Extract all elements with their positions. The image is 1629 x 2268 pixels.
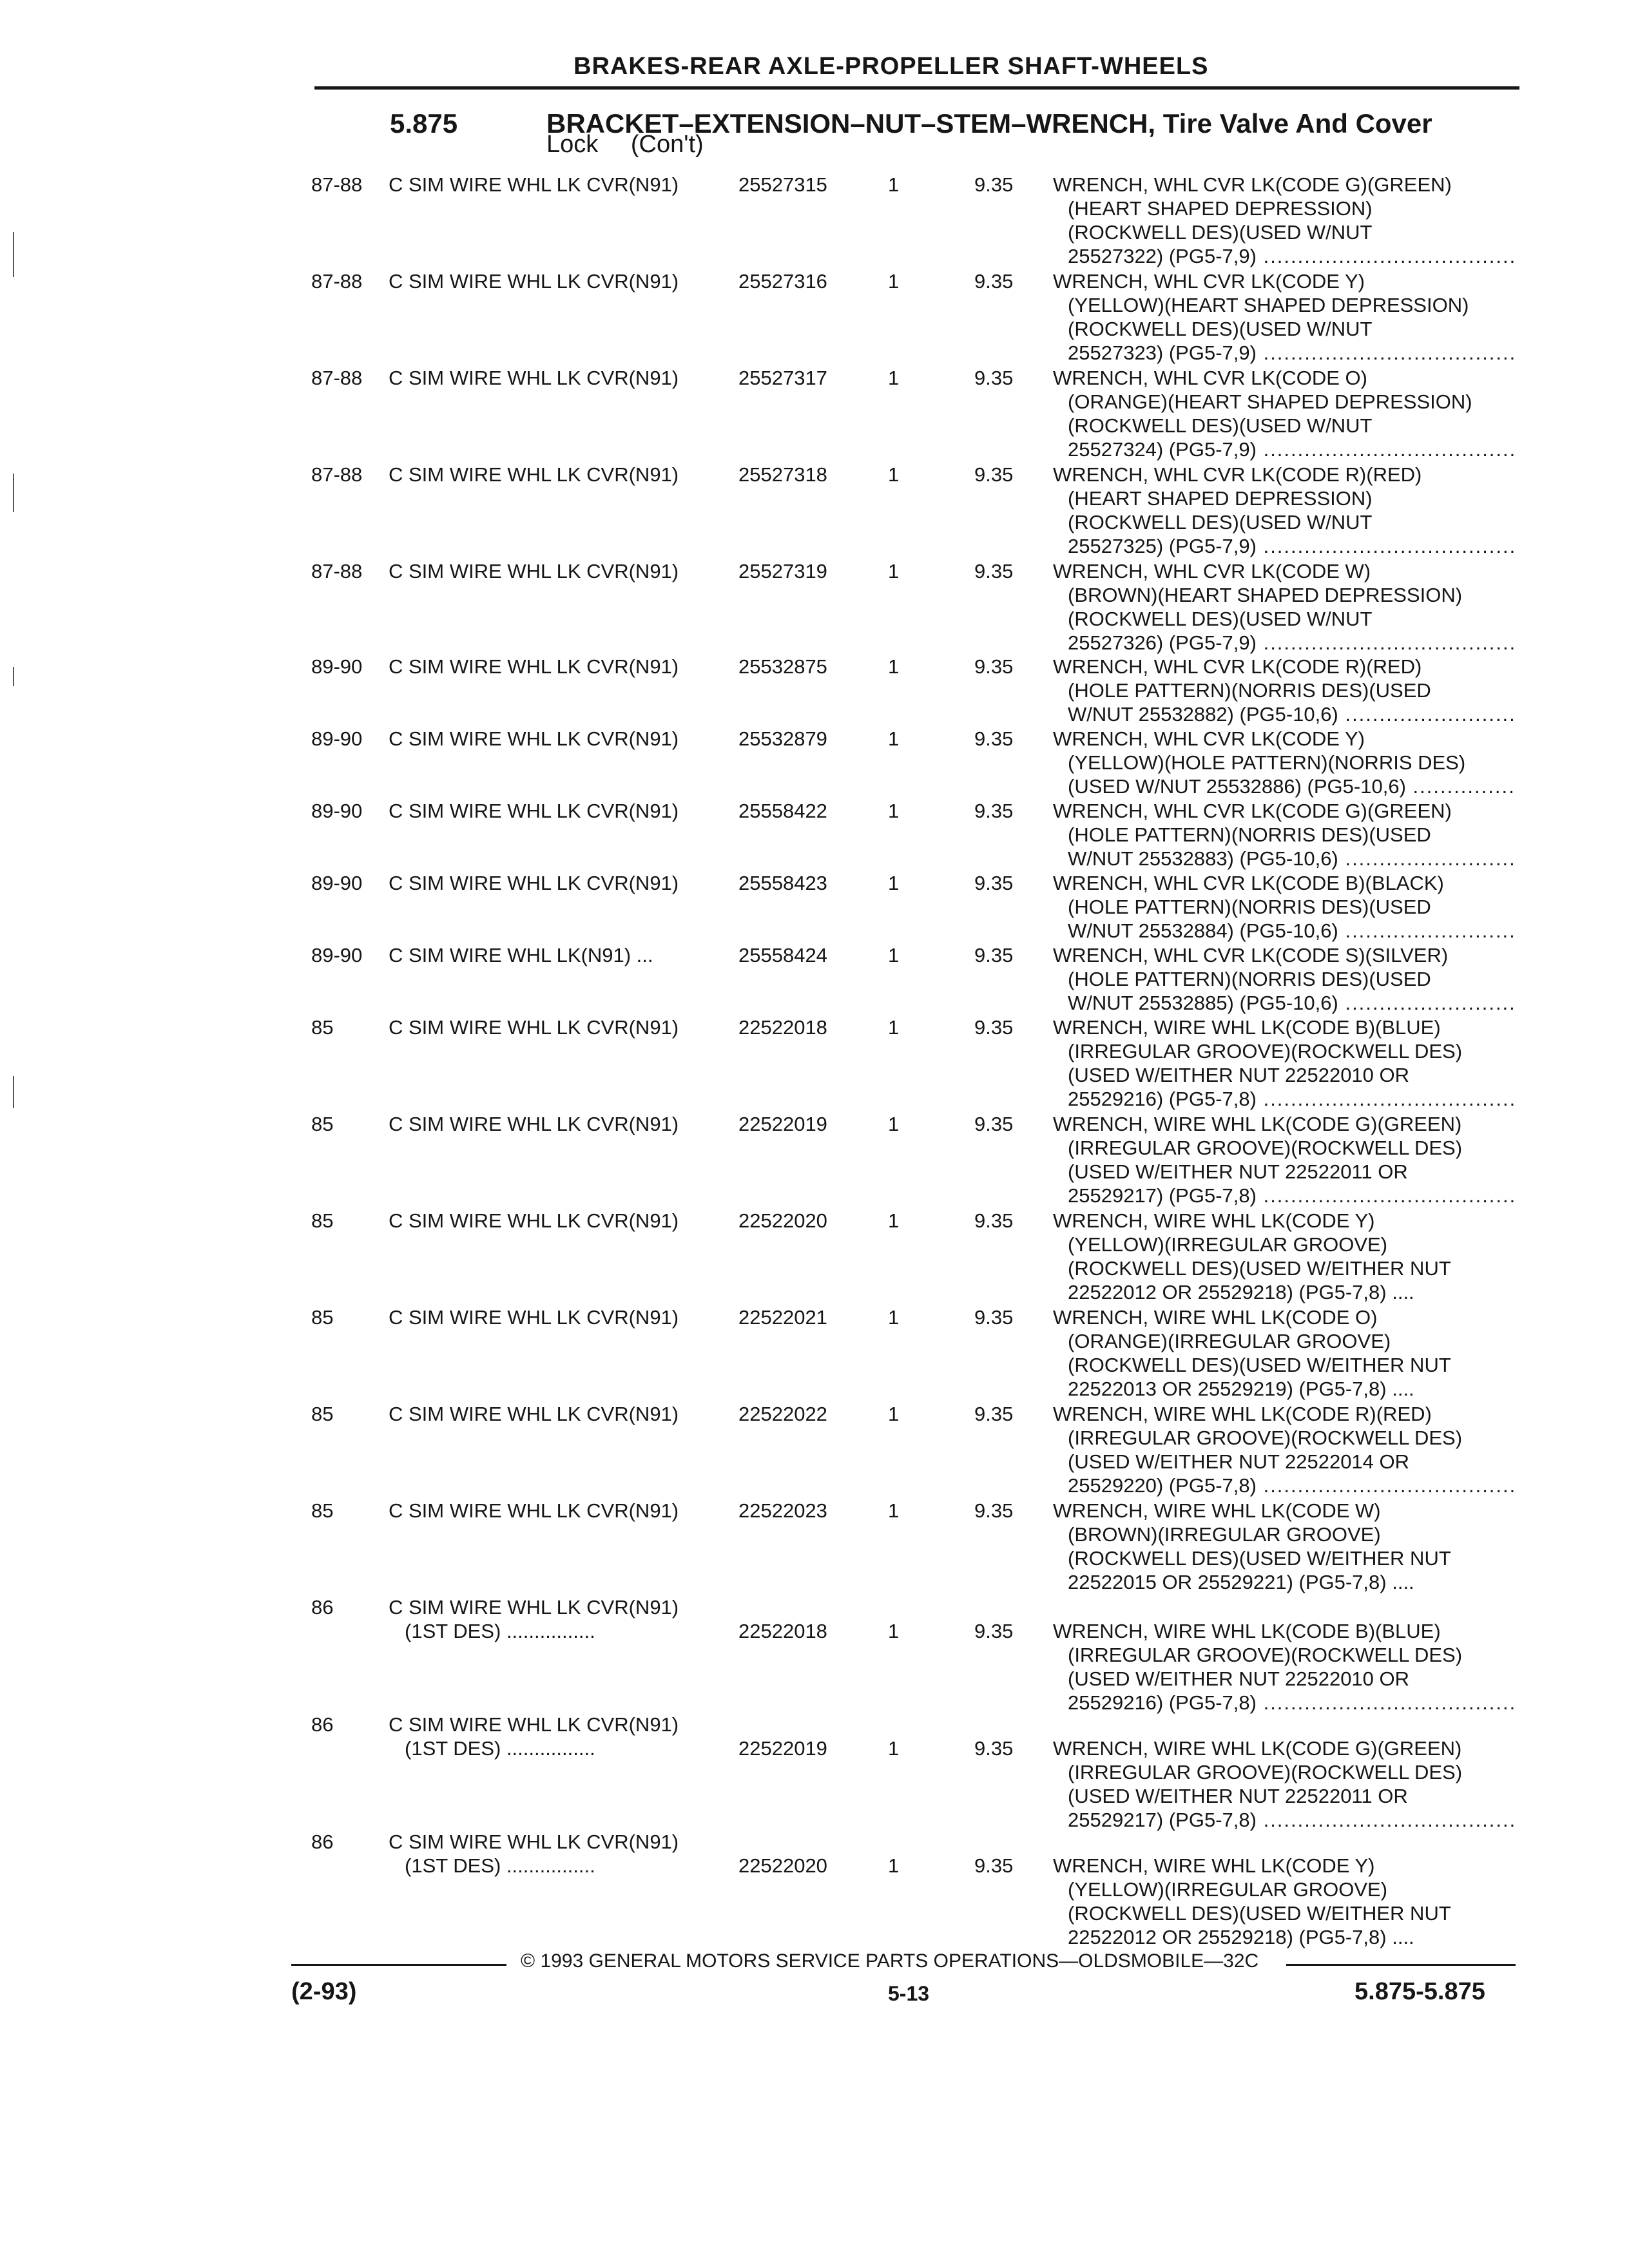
usage-line: (IRREGULAR GROOVE)(ROCKWELL DES) — [1068, 1137, 1463, 1159]
part-description — [389, 1499, 679, 1523]
usage-line: 22522015 OR 25529221) (PG5-7,8) .... — [1068, 1571, 1414, 1593]
usage-line: (ROCKWELL DES)(USED W/NUT — [1068, 221, 1373, 244]
part-description — [389, 1209, 679, 1233]
usage-description — [1053, 1619, 1517, 1715]
footer-rule-left — [291, 1964, 506, 1966]
quantity: 1 — [888, 1499, 900, 1522]
usage-line: W/NUT 25532884) (PG5-10,6) ..... — [1053, 919, 1517, 943]
usage-line: WRENCH, WIRE WHL LK(CODE R)(RED) — [1053, 1403, 1432, 1425]
model-year: 86 — [311, 1596, 334, 1619]
part-number: 25527317 — [738, 367, 827, 389]
usage-line: WRENCH, WHL CVR LK(CODE S)(SILVER) — [1053, 944, 1449, 966]
model-year: 87-88 — [311, 270, 363, 293]
part-description-line: C SIM WIRE WHL LK CVR(N91) — [389, 1831, 679, 1853]
usage-line: (USED W/NUT 25532886) (PG5-10,6) ..... — [1053, 774, 1517, 798]
part-description-line: C SIM WIRE WHL LK CVR(N91) — [389, 1596, 679, 1619]
part-description-line: C SIM WIRE WHL LK CVR(N91) — [389, 1499, 679, 1522]
usage-line: (YELLOW)(HOLE PATTERN)(NORRIS DES) — [1068, 751, 1466, 774]
usage-description — [1053, 943, 1517, 1015]
usage-description — [1053, 1015, 1517, 1111]
usage-line: (USED W/EITHER NUT 22522010 OR — [1068, 1667, 1410, 1690]
footer-date: (2-93) — [291, 1978, 357, 2005]
part-description — [389, 1830, 679, 1878]
model-year: 89-90 — [311, 944, 363, 966]
model-year: 85 — [311, 1403, 334, 1425]
part-number: 25558422 — [738, 800, 827, 822]
footer-section-range: 5.875-5.875 — [1354, 1978, 1485, 2005]
usage-line: (ROCKWELL DES)(USED W/EITHER NUT — [1068, 1257, 1451, 1280]
usage-line: (IRREGULAR GROOVE)(ROCKWELL DES) — [1068, 1644, 1463, 1666]
part-description — [389, 871, 679, 895]
part-description — [389, 1305, 679, 1329]
usage-line: 22522012 OR 25529218) (PG5-7,8) .... — [1068, 1281, 1414, 1303]
price: 9.35 — [974, 1306, 1014, 1329]
part-description — [389, 269, 679, 293]
usage-line: 25527326) (PG5-7,9) ..... — [1053, 631, 1517, 655]
model-year: 85 — [311, 1209, 334, 1232]
part-number: 22522020 — [738, 1209, 827, 1232]
part-description-line: C SIM WIRE WHL LK CVR(N91) — [389, 270, 679, 293]
quantity: 1 — [888, 463, 900, 486]
part-description — [389, 1112, 679, 1136]
part-number: 22522018 — [738, 1620, 827, 1642]
quantity: 1 — [888, 944, 900, 966]
price: 9.35 — [974, 1620, 1014, 1642]
part-number: 25532879 — [738, 727, 827, 750]
quantity: 1 — [888, 1016, 900, 1039]
usage-description — [1053, 559, 1517, 655]
part-description-subline: (1ST DES) ................ — [405, 1620, 595, 1642]
usage-line: 25527323) (PG5-7,9) ..... — [1053, 341, 1517, 365]
usage-description — [1053, 1499, 1517, 1594]
part-description-line: C SIM WIRE WHL LK CVR(N91) — [389, 560, 679, 582]
usage-description — [1053, 463, 1517, 558]
usage-line: WRENCH, WHL CVR LK(CODE R)(RED) — [1053, 655, 1422, 678]
usage-description — [1053, 173, 1517, 268]
usage-description — [1053, 727, 1517, 798]
part-description-subline: (1ST DES) ................ — [405, 1737, 595, 1760]
usage-line: (YELLOW)(IRREGULAR GROOVE) — [1068, 1878, 1388, 1901]
quantity: 1 — [888, 367, 900, 389]
part-description — [389, 1595, 679, 1643]
scan-margin-mark — [13, 474, 14, 512]
usage-line: (ROCKWELL DES)(USED W/EITHER NUT — [1068, 1547, 1451, 1570]
price: 9.35 — [974, 944, 1014, 966]
usage-line: (USED W/EITHER NUT 22522014 OR — [1068, 1450, 1410, 1473]
model-year: 85 — [311, 1113, 334, 1135]
usage-line: (ROCKWELL DES)(USED W/NUT — [1068, 511, 1373, 533]
usage-line: 25527322) (PG5-7,9) ..... — [1053, 244, 1517, 268]
footer-copyright: © 1993 GENERAL MOTORS SERVICE PARTS OPERATIONS—OLDSMOBILE—32C — [521, 1950, 1259, 1972]
model-year: 87-88 — [311, 173, 363, 196]
price: 9.35 — [974, 655, 1014, 678]
scan-margin-mark — [13, 667, 14, 686]
part-description — [389, 1015, 679, 1039]
page-header-title: BRAKES-REAR AXLE-PROPELLER SHAFT-WHEELS — [574, 53, 1209, 80]
usage-line: (BROWN)(IRREGULAR GROOVE) — [1068, 1523, 1381, 1546]
part-description — [389, 655, 679, 678]
usage-line: (ORANGE)(HEART SHAPED DEPRESSION) — [1068, 390, 1472, 413]
usage-line: WRENCH, WIRE WHL LK(CODE G)(GREEN) — [1053, 1113, 1462, 1135]
part-description-line: C SIM WIRE WHL LK CVR(N91) — [389, 727, 679, 750]
quantity: 1 — [888, 1854, 900, 1877]
quantity: 1 — [888, 1620, 900, 1642]
usage-line: WRENCH, WHL CVR LK(CODE O) — [1053, 367, 1367, 389]
usage-description — [1053, 655, 1517, 726]
usage-line: (BROWN)(HEART SHAPED DEPRESSION) — [1068, 584, 1463, 606]
footer-page-number: 5-13 — [888, 1982, 930, 2005]
usage-line: 25529217) (PG5-7,8) ..... — [1053, 1808, 1517, 1832]
footer-rule-right — [1286, 1964, 1516, 1966]
part-description-line: C SIM WIRE WHL LK CVR(N91) — [389, 1016, 679, 1039]
usage-line: (HEART SHAPED DEPRESSION) — [1068, 487, 1373, 510]
usage-line: WRENCH, WIRE WHL LK(CODE B)(BLUE) — [1053, 1016, 1441, 1039]
price: 9.35 — [974, 1403, 1014, 1425]
section-title-continued — [546, 131, 704, 159]
price: 9.35 — [974, 800, 1014, 822]
usage-line: (HOLE PATTERN)(NORRIS DES)(USED — [1068, 968, 1431, 990]
usage-description — [1053, 1402, 1517, 1497]
part-description-line: C SIM WIRE WHL LK CVR(N91) — [389, 1403, 679, 1425]
usage-line: 25529220) (PG5-7,8) ..... — [1053, 1474, 1517, 1497]
part-description-line: C SIM WIRE WHL LK CVR(N91) — [389, 1306, 679, 1329]
model-year: 85 — [311, 1016, 334, 1039]
part-number: 25532875 — [738, 655, 827, 678]
part-number: 22522021 — [738, 1306, 827, 1329]
usage-description — [1053, 366, 1517, 461]
usage-line: 22522013 OR 25529219) (PG5-7,8) .... — [1068, 1378, 1414, 1400]
part-description-line: C SIM WIRE WHL LK CVR(N91) — [389, 367, 679, 389]
model-year: 89-90 — [311, 727, 363, 750]
usage-line: (USED W/EITHER NUT 22522011 OR — [1068, 1785, 1408, 1807]
usage-description — [1053, 871, 1517, 943]
usage-line: WRENCH, WIRE WHL LK(CODE G)(GREEN) — [1053, 1737, 1462, 1760]
part-number: 25558423 — [738, 872, 827, 894]
price: 9.35 — [974, 1113, 1014, 1135]
quantity: 1 — [888, 1209, 900, 1232]
usage-line: WRENCH, WHL CVR LK(CODE R)(RED) — [1053, 463, 1422, 486]
model-year: 86 — [311, 1831, 334, 1853]
model-year: 85 — [311, 1306, 334, 1329]
part-description-subline: (1ST DES) ................ — [405, 1854, 595, 1877]
usage-line: (HOLE PATTERN)(NORRIS DES)(USED — [1068, 896, 1431, 918]
usage-line: 22522012 OR 25529218) (PG5-7,8) .... — [1068, 1926, 1414, 1948]
price: 9.35 — [974, 1209, 1014, 1232]
part-description-line: C SIM WIRE WHL LK CVR(N91) — [389, 655, 679, 678]
usage-line: (YELLOW)(HEART SHAPED DEPRESSION) — [1068, 294, 1469, 316]
model-year: 86 — [311, 1713, 334, 1736]
part-number: 25527318 — [738, 463, 827, 486]
usage-line: W/NUT 25532882) (PG5-10,6) ..... — [1053, 702, 1517, 726]
usage-line: (YELLOW)(IRREGULAR GROOVE) — [1068, 1233, 1388, 1256]
usage-line: (ORANGE)(IRREGULAR GROOVE) — [1068, 1330, 1391, 1352]
part-number: 25527319 — [738, 560, 827, 582]
price: 9.35 — [974, 367, 1014, 389]
usage-line: 25529216) (PG5-7,8) ..... — [1053, 1691, 1517, 1715]
part-description-line: C SIM WIRE WHL LK CVR(N91) — [389, 800, 679, 822]
part-description — [389, 173, 679, 197]
price: 9.35 — [974, 1499, 1014, 1522]
usage-description — [1053, 799, 1517, 870]
usage-line: (IRREGULAR GROOVE)(ROCKWELL DES) — [1068, 1427, 1463, 1449]
usage-line: (IRREGULAR GROOVE)(ROCKWELL DES) — [1068, 1040, 1463, 1062]
part-description — [389, 1402, 679, 1426]
usage-line: (IRREGULAR GROOVE)(ROCKWELL DES) — [1068, 1761, 1463, 1783]
usage-line: (HEART SHAPED DEPRESSION) — [1068, 197, 1373, 220]
quantity: 1 — [888, 173, 900, 196]
usage-line: WRENCH, WIRE WHL LK(CODE Y) — [1053, 1854, 1375, 1877]
header-rule — [314, 86, 1519, 90]
usage-line: 25527325) (PG5-7,9) ..... — [1053, 534, 1517, 558]
usage-line: 25527324) (PG5-7,9) ..... — [1053, 437, 1517, 461]
part-description — [389, 559, 679, 583]
usage-description — [1053, 1736, 1517, 1832]
quantity: 1 — [888, 270, 900, 293]
model-year: 89-90 — [311, 800, 363, 822]
part-number: 25527316 — [738, 270, 827, 293]
usage-line: W/NUT 25532883) (PG5-10,6) ..... — [1053, 847, 1517, 870]
price: 9.35 — [974, 463, 1014, 486]
usage-description — [1053, 1209, 1517, 1304]
usage-line: (ROCKWELL DES)(USED W/EITHER NUT — [1068, 1902, 1451, 1925]
usage-line: WRENCH, WIRE WHL LK(CODE W) — [1053, 1499, 1381, 1522]
usage-line: WRENCH, WHL CVR LK(CODE B)(BLACK) — [1053, 872, 1444, 894]
price: 9.35 — [974, 270, 1014, 293]
usage-line: (ROCKWELL DES)(USED W/EITHER NUT — [1068, 1354, 1451, 1376]
section-title-line2-a: Lock — [546, 131, 599, 158]
part-number: 22522018 — [738, 1016, 827, 1039]
usage-description — [1053, 1854, 1517, 1949]
usage-line: W/NUT 25532885) (PG5-10,6) ..... — [1053, 991, 1517, 1015]
usage-line: (HOLE PATTERN)(NORRIS DES)(USED — [1068, 823, 1431, 846]
model-year: 87-88 — [311, 367, 363, 389]
part-description-line: C SIM WIRE WHL LK CVR(N91) — [389, 1113, 679, 1135]
quantity: 1 — [888, 1737, 900, 1760]
part-description-line: C SIM WIRE WHL LK(N91) ... — [389, 944, 653, 966]
quantity: 1 — [888, 560, 900, 582]
usage-line: WRENCH, WIRE WHL LK(CODE B)(BLUE) — [1053, 1620, 1441, 1642]
price: 9.35 — [974, 1854, 1014, 1877]
usage-line: WRENCH, WHL CVR LK(CODE W) — [1053, 560, 1371, 582]
section-title-line2-b: (Con't) — [630, 131, 704, 158]
usage-line: WRENCH, WHL CVR LK(CODE G)(GREEN) — [1053, 800, 1452, 822]
model-year: 87-88 — [311, 463, 363, 486]
part-description — [389, 727, 679, 751]
usage-description — [1053, 1112, 1517, 1207]
part-description — [389, 799, 679, 823]
part-description-line: C SIM WIRE WHL LK CVR(N91) — [389, 872, 679, 894]
model-year: 89-90 — [311, 655, 363, 678]
usage-line: WRENCH, WHL CVR LK(CODE Y) — [1053, 270, 1365, 293]
part-number: 22522019 — [738, 1113, 827, 1135]
usage-description — [1053, 269, 1517, 365]
price: 9.35 — [974, 1737, 1014, 1760]
part-number: 25558424 — [738, 944, 827, 966]
quantity: 1 — [888, 727, 900, 750]
usage-line: WRENCH, WIRE WHL LK(CODE Y) — [1053, 1209, 1375, 1232]
usage-line: (ROCKWELL DES)(USED W/NUT — [1068, 318, 1373, 340]
quantity: 1 — [888, 1306, 900, 1329]
usage-line: WRENCH, WHL CVR LK(CODE Y) — [1053, 727, 1365, 750]
part-description — [389, 1713, 679, 1760]
part-description — [389, 366, 679, 390]
scan-margin-mark — [13, 1076, 14, 1108]
price: 9.35 — [974, 173, 1014, 196]
part-description-line: C SIM WIRE WHL LK CVR(N91) — [389, 463, 679, 486]
model-year: 87-88 — [311, 560, 363, 582]
part-number: 22522023 — [738, 1499, 827, 1522]
usage-line: (HOLE PATTERN)(NORRIS DES)(USED — [1068, 679, 1431, 702]
part-description-line: C SIM WIRE WHL LK CVR(N91) — [389, 173, 679, 196]
price: 9.35 — [974, 560, 1014, 582]
price: 9.35 — [974, 727, 1014, 750]
quantity: 1 — [888, 872, 900, 894]
part-description — [389, 943, 653, 967]
model-year: 85 — [311, 1499, 334, 1522]
part-number: 22522019 — [738, 1737, 827, 1760]
part-number: 22522022 — [738, 1403, 827, 1425]
price: 9.35 — [974, 872, 1014, 894]
quantity: 1 — [888, 1113, 900, 1135]
usage-line: (USED W/EITHER NUT 22522011 OR — [1068, 1160, 1408, 1183]
usage-line: WRENCH, WIRE WHL LK(CODE O) — [1053, 1306, 1378, 1329]
quantity: 1 — [888, 655, 900, 678]
part-description-line: C SIM WIRE WHL LK CVR(N91) — [389, 1209, 679, 1232]
usage-line: WRENCH, WHL CVR LK(CODE G)(GREEN) — [1053, 173, 1452, 196]
section-title: BRACKET–EXTENSION–NUT–STEM–WRENCH, Tire Valve And Cover — [546, 108, 1432, 139]
part-number: 25527315 — [738, 173, 827, 196]
quantity: 1 — [888, 800, 900, 822]
usage-line: (USED W/EITHER NUT 22522010 OR — [1068, 1064, 1410, 1086]
usage-line: 25529217) (PG5-7,8) ..... — [1053, 1184, 1517, 1207]
quantity: 1 — [888, 1403, 900, 1425]
part-description-line: C SIM WIRE WHL LK CVR(N91) — [389, 1713, 679, 1736]
part-number: 22522020 — [738, 1854, 827, 1877]
usage-line: (ROCKWELL DES)(USED W/NUT — [1068, 414, 1373, 437]
usage-line: (ROCKWELL DES)(USED W/NUT — [1068, 608, 1373, 630]
usage-line: 25529216) (PG5-7,8) ..... — [1053, 1087, 1517, 1111]
part-description — [389, 463, 679, 486]
price: 9.35 — [974, 1016, 1014, 1039]
scan-margin-mark — [13, 232, 14, 277]
model-year: 89-90 — [311, 872, 363, 894]
section-number: 5.875 — [390, 108, 458, 139]
usage-description — [1053, 1305, 1517, 1401]
